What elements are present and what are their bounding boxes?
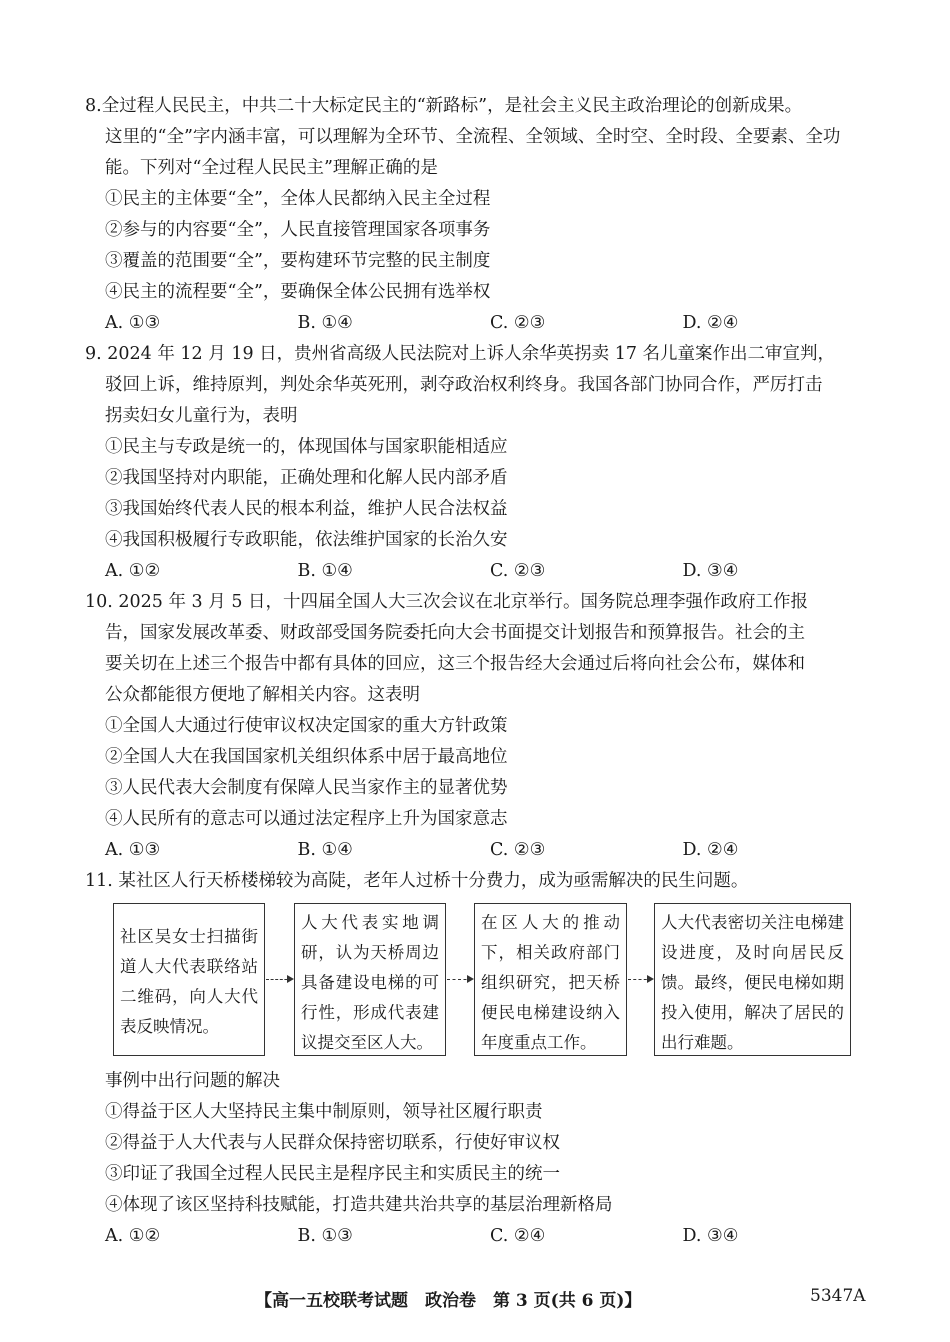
question-stem: 要关切在上述三个报告中都有具体的回应，这三个报告经大会通过后将向社会公布，媒体和 xyxy=(105,654,805,674)
question-stem: 9. 2024 年 12 月 19 日，贵州省高级人民法院对上诉人余华英拐卖 17 名儿童案作出二审宣判， xyxy=(85,344,836,364)
question-stem: 11. 某社区人行天桥楼梯较为高陡，老年人过桥十分费力，成为亟需解决的民生问题。 xyxy=(85,871,749,891)
arrow-icon xyxy=(447,979,472,980)
choice-b: B. ①③ xyxy=(297,1226,353,1246)
question-stem: 能。下列对“全过程人民民主”理解正确的是 xyxy=(105,158,438,178)
statement-option: ④我国积极履行专政职能，依法维护国家的长治久安 xyxy=(105,530,508,550)
arrow-icon xyxy=(266,979,292,980)
statement-option: ①民主与专政是统一的，体现国体与国家职能相适应 xyxy=(105,437,508,457)
statement-option: ④体现了该区坚持科技赋能，打造共建共治共享的基层治理新格局 xyxy=(105,1195,613,1215)
question-stem: 公众都能很方便地了解相关内容。这表明 xyxy=(105,685,420,705)
footer-code: 5347A xyxy=(810,1286,866,1306)
flow-step-4: 人大代表密切关注电梯建设进度，及时向居民反馈。最终，便民电梯如期投入使用，解决了居民的出行难题。 xyxy=(654,903,851,1056)
question-9 xyxy=(85,339,875,587)
question-11-options xyxy=(85,1066,875,1252)
statement-option: ②全国人大在我国国家机关组织体系中居于最高地位 xyxy=(105,747,508,767)
choice-c: C. ②④ xyxy=(490,1226,546,1246)
choice-a: A. ①② xyxy=(105,561,161,581)
choice-a: A. ①② xyxy=(105,1226,161,1246)
choice-d: D. ③④ xyxy=(682,1226,739,1246)
flow-diagram xyxy=(113,903,853,1058)
answer-choices xyxy=(85,835,875,866)
question-stem: 10. 2025 年 3 月 5 日，十四届全国人大三次会议在北京举行。国务院总理李强作政府工作报 xyxy=(85,592,809,612)
question-stem: 告，国家发展改革委、财政部受国务院委托向大会书面提交计划报告和预算报告。社会的主 xyxy=(105,623,805,643)
footer-title: 【高一五校联考试题 政治卷 第 3 页(共 6 页)】 xyxy=(255,1291,642,1311)
choice-b: B. ①④ xyxy=(297,561,353,581)
statement-option: ④民主的流程要“全”，要确保全体公民拥有选举权 xyxy=(105,282,491,302)
question-stem: 驳回上诉，维持原判，判处余华英死刑，剥夺政治权利终身。我国各部门协同合作，严厉打击 xyxy=(105,375,823,395)
choice-b: B. ①④ xyxy=(297,840,353,860)
question-stem: 这里的“全”字内涵丰富，可以理解为全环节、全流程、全领域、全时空、全时段、全要素、全功 xyxy=(105,127,841,147)
answer-choices xyxy=(85,308,875,339)
choice-a: A. ①③ xyxy=(105,313,161,333)
choice-c: C. ②③ xyxy=(490,313,546,333)
flow-step-1: 社区吴女士扫描街道人大代表联络站二维码，向人大代表反映情况。 xyxy=(113,903,265,1056)
statement-option: ②参与的内容要“全”，人民直接管理国家各项事务 xyxy=(105,220,491,240)
choice-d: D. ②④ xyxy=(682,840,739,860)
question-11 xyxy=(85,866,875,897)
choice-d: D. ③④ xyxy=(682,561,739,581)
statement-option: ④人民所有的意志可以通过法定程序上升为国家意志 xyxy=(105,809,508,829)
answer-choices xyxy=(85,556,875,587)
choice-c: C. ②③ xyxy=(490,840,546,860)
choice-d: D. ②④ xyxy=(682,313,739,333)
choice-c: C. ②③ xyxy=(490,561,546,581)
answer-choices xyxy=(85,1221,875,1252)
flow-step-3: 在区人大的推动下，相关政府部门组织研究，把天桥便民电梯建设纳入年度重点工作。 xyxy=(474,903,627,1056)
question-8 xyxy=(85,91,875,339)
statement-option: ①民主的主体要“全”，全体人民都纳入民主全过程 xyxy=(105,189,491,209)
choice-a: A. ①③ xyxy=(105,840,161,860)
question-stem: 拐卖妇女儿童行为，表明 xyxy=(105,406,298,426)
choice-b: B. ①④ xyxy=(297,313,353,333)
flow-step-2: 人大代表实地调研，认为天桥周边具备建设电梯的可行性，形成代表建议提交至区人大。 xyxy=(294,903,446,1056)
statement-option: ②我国坚持对内职能，正确处理和化解人民内部矛盾 xyxy=(105,468,508,488)
arrow-icon xyxy=(628,979,652,980)
statement-option: ②得益于人大代表与人民群众保持密切联系，行使好审议权 xyxy=(105,1133,560,1153)
question-10 xyxy=(85,587,875,866)
statement-option: ③我国始终代表人民的根本利益，维护人民合法权益 xyxy=(105,499,508,519)
statement-option: ①得益于区人大坚持民主集中制原则，领导社区履行职责 xyxy=(105,1102,543,1122)
statement-option: ①全国人大通过行使审议权决定国家的重大方针政策 xyxy=(105,716,508,736)
statement-option: ③印证了我国全过程人民民主是程序民主和实质民主的统一 xyxy=(105,1164,560,1184)
statement-option: ③人民代表大会制度有保障人民当家作主的显著优势 xyxy=(105,778,508,798)
statement-option: ③覆盖的范围要“全”，要构建环节完整的民主制度 xyxy=(105,251,491,271)
question-prompt: 事例中出行问题的解决 xyxy=(105,1071,280,1091)
question-stem: 8.全过程人民民主，中共二十大标定民主的“新路标”，是社会主义民主政治理论的创新成果。 xyxy=(85,96,803,116)
